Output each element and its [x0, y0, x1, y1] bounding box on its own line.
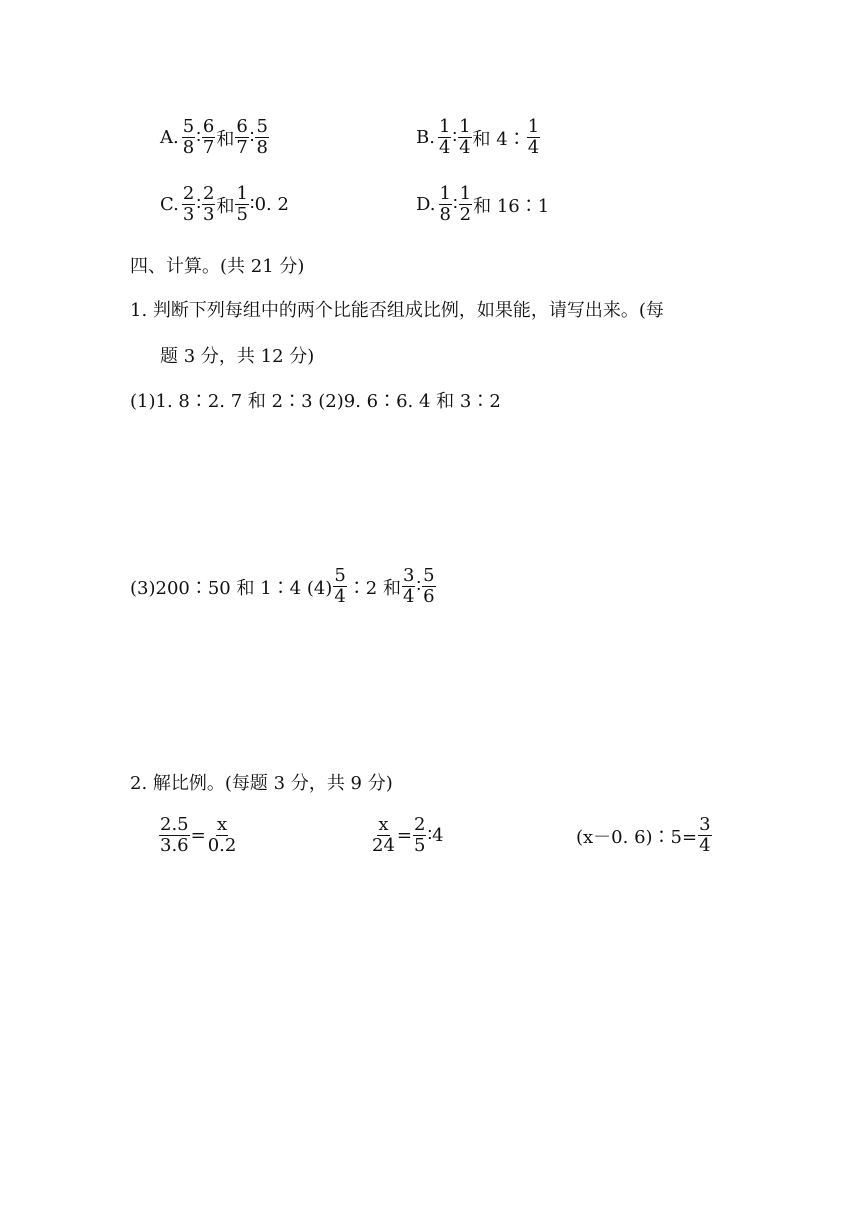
numerator: x [378, 814, 389, 835]
fraction [255, 117, 268, 158]
numerator: 6 [236, 116, 248, 137]
denominator: 5 [414, 835, 426, 856]
and-text: 和 4∶ [472, 128, 526, 150]
fraction [698, 815, 711, 856]
numerator: 5 [256, 116, 268, 137]
fraction [207, 815, 238, 856]
option-c-label: C. [160, 194, 179, 215]
denominator: 4 [459, 137, 471, 158]
denominator: 4 [438, 137, 451, 158]
denominator: 24 [372, 835, 395, 856]
denominator: 3.6 [160, 835, 189, 856]
ratio-sign: ∶ [196, 127, 201, 148]
denominator: 3 [203, 204, 215, 225]
fraction [458, 117, 471, 158]
question-1-row-2 [130, 566, 437, 607]
tail-text: 和 16∶1 [473, 195, 550, 217]
fraction [235, 117, 248, 158]
fraction [182, 184, 195, 225]
denominator: 4 [699, 835, 711, 856]
option-a-label: A. [160, 127, 179, 148]
ratio-sign: ∶ [416, 576, 422, 597]
fraction [182, 117, 195, 158]
fraction [402, 566, 415, 607]
numerator: 3 [699, 814, 711, 835]
option-b [416, 117, 541, 158]
denominator: 4 [402, 586, 415, 607]
numerator: 5 [334, 565, 346, 586]
numerator: 1 [438, 116, 451, 137]
numerator: 5 [423, 565, 435, 586]
question-2-heading: 2. 解比例。(每题 3 分，共 9 分) [130, 773, 393, 794]
numerator: 3 [402, 565, 415, 586]
denominator: 7 [202, 137, 215, 158]
numerator: 2 [182, 183, 195, 204]
option-a [160, 117, 270, 158]
equation-3 [576, 815, 713, 856]
numerator: 2.5 [160, 814, 189, 835]
row-prefix: (3)200∶50 和 1∶4 (4) [130, 577, 333, 599]
fraction [202, 117, 215, 158]
option-d-label: D. [416, 194, 436, 215]
numerator: 1 [236, 183, 248, 204]
option-d [416, 184, 549, 225]
fraction [202, 184, 215, 225]
mid-text: ∶2 和 [347, 577, 401, 599]
numerator: 1 [459, 116, 471, 137]
numerator: 5 [182, 116, 195, 137]
equation-prefix: (x－0. 6)∶5= [576, 826, 698, 848]
question-1-text: 1. 判断下列每组中的两个比能否组成比例，如果能，请写出来。(每 [130, 300, 664, 321]
denominator: 8 [182, 137, 195, 158]
denominator: 5 [236, 204, 248, 225]
fraction [413, 815, 426, 856]
denominator: 3 [182, 204, 195, 225]
denominator: 6 [423, 586, 435, 607]
numerator: 1 [439, 183, 451, 204]
fraction [333, 566, 346, 607]
equation-1 [158, 815, 238, 856]
fraction [438, 117, 451, 158]
denominator: 8 [439, 204, 451, 225]
ratio-sign: ∶ [452, 194, 458, 215]
numerator: 2 [203, 183, 215, 204]
fraction [235, 184, 248, 225]
fraction [439, 184, 452, 225]
numerator: x [216, 814, 228, 835]
fraction [371, 815, 396, 856]
ratio-sign: ∶ [196, 194, 201, 215]
denominator: 2 [459, 204, 472, 225]
fraction [422, 566, 435, 607]
and-text: 和 [216, 195, 235, 217]
equals-sign: = [396, 825, 412, 846]
numerator: 1 [459, 183, 472, 204]
fraction [527, 117, 540, 158]
denominator: 0.2 [207, 835, 237, 856]
section-heading: 四、计算。(共 21 分) [130, 256, 305, 277]
denominator: 8 [256, 137, 268, 158]
fraction [459, 184, 472, 225]
numerator: 1 [527, 116, 540, 137]
ratio-sign: ∶ [452, 127, 458, 148]
question-1-text-cont: 题 3 分，共 12 分) [160, 346, 315, 367]
tail-text: ∶0. 2 [249, 194, 289, 215]
option-b-label: B. [416, 127, 435, 148]
and-text: 和 [216, 128, 235, 150]
option-c [160, 184, 289, 225]
numerator: 2 [414, 814, 426, 835]
equals-sign: = [190, 825, 206, 846]
numerator: 6 [202, 116, 215, 137]
question-1-row-1: (1)1. 8∶2. 7 和 2∶3 (2)9. 6∶6. 4 和 3∶2 [130, 391, 501, 412]
denominator: 7 [236, 137, 248, 158]
denominator: 4 [334, 586, 346, 607]
ratio-sign: ∶ [249, 127, 255, 148]
equation-2 [370, 815, 444, 856]
denominator: 4 [527, 137, 540, 158]
fraction [159, 815, 190, 856]
tail-text: ∶4 [427, 825, 444, 846]
